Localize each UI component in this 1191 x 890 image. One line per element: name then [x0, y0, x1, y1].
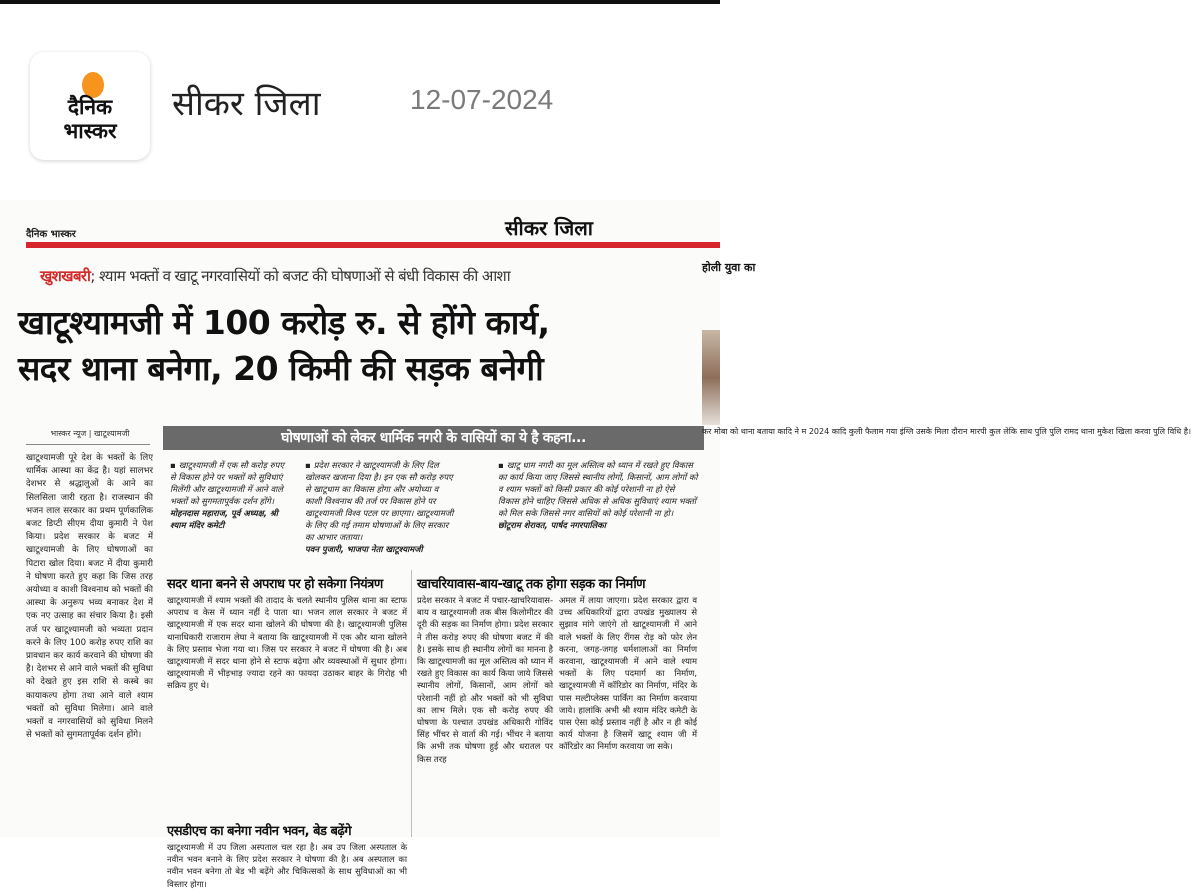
section-body-road-col2: अमल में लाया जाएगा। प्रदेश सरकार द्वारा व उच्च अधिकारियों द्वारा उपखंड मुख्यालय से सुझाव मांगे जाएंगे तो खाटूश्यामजी में आने वाले भक्तों के लिए रींगस रोड़ को फोर लेन करना, जगह-जगह धर्मशालाओं का निर्माण करवाना, खाटूश्यामजी में आने वाले श्याम भक्तों के लिए पदमार्ग का निर्माण, खाटूश्यामजी में कॉरिडोर का निर्माण, मंदिर के पास मल्टीप्लेक्स पार्किंग का निर्माण करवाया जाये। हालांकि अभी श्री श्याम मंदिर कमेटी के पास ऐसा कोई प्रस्ताव नहीं है और न ही कोई कार्य योजना है जिसमें खाटू श्याम जी में कॉरिडोर का निर्माण करवाया जा सके।	[559, 595, 697, 752]
section-body-hospital: खाटूश्यामजी में उप जिला अस्पताल चल रहा है। अब उप जिला अस्पताल के नवीन भवन बनाने के लिए प्रदेश सरकार ने घोषणा की है। अब अस्पताल का नवीन भवन बनेगा तो बेड भी बढ़ेंगे और चिकित्सकों के साथ सुविधाओं का भी विस्तार होगा।	[167, 842, 407, 889]
edition-date: 12-07-2024	[410, 84, 554, 115]
section-body-road-col1: प्रदेश सरकार ने बजट में पचार-खाचरियावास-बाय व खाटूश्यामजी तक बीस किलोमीटर की दूरी की सड़क का निर्माण होगा। प्रदेश सरकार ने तीस करोड़ रुपए की घोषणा बजट में की है। इसके साथ ही स्थानीय लोगों का मानना है कि खाटूश्यामजी का मूल अस्तित्व को ध्यान में रखते हुए विकास का कार्य किया जाये जिससे स्थानीय लोगों, किसानों, आम लोगों को परेशानी नहीं हो और भक्तों को भी सुविधा का लाभ मिले। एक सौ करोड़ रुपए की घोषणा के पश्चात उपखंड अधिकारी गोविंद सिंह भींचर से वार्ता की गई। भींचर ने बताया कि अभी तक घोषणा हुई और धरातल पर किस तरह	[417, 595, 553, 764]
quote-author: छोटूराम शेरावत, पार्षद नगरपालिका	[498, 520, 606, 530]
quote-text: खाटूश्यामजी में एक सौ करोड़ रुपए से विकास होने पर भक्तों को सुविधाएं मिलेंगी और खाटूश्यामजी में आने वाले भक्तों को सुगमतापूर्वक दर्शन होंगे।	[170, 460, 285, 506]
adjacent-article-heading: होली युवा का	[702, 261, 756, 274]
quote-author: पवन पुजारी, भाजपा नेता खाटूश्यामजी	[305, 544, 423, 554]
masthead-rule	[26, 242, 720, 248]
byline: भास्कर न्यूज | खाटूश्यामजी	[50, 429, 130, 438]
logo-line1: दैनिक	[67, 95, 113, 119]
quote-author: मोहनदास महाराज, पूर्व अध्यक्ष, श्री श्याम मंदिर कमेटी	[170, 508, 278, 530]
headline-line2: सदर थाना बनेगा, 20 किमी की सड़क बनेगी	[18, 349, 544, 388]
adjacent-article-photo	[702, 330, 720, 425]
headline	[18, 300, 678, 392]
quotes-banner: घोषणाओं को लेकर धार्मिक नगरी के वासियों का ये है कहना...	[163, 426, 704, 450]
bullet-icon: ▪	[498, 460, 504, 470]
quote-3	[498, 459, 698, 531]
app-header	[0, 4, 720, 200]
quote-text: खाटू धाम नगरी का मूल अस्तित्व को ध्यान में रखते हुए विकास का कार्य किया जाए जिससे स्थानीय लोगों, किसानों, आम लोगों को व श्याम भक्तों को किसी प्रकार की कोई परेशानी ना हो ऐसे विकास होने चाहिए जिससे अधिक से अधिक सुविधाएं श्याम भक्तों को मिल सके जिससे नगर वासियों को कोई परेशानी ना हो।	[498, 460, 698, 518]
quote-1	[170, 459, 290, 531]
masthead-section: सीकर जिला	[505, 216, 593, 240]
kicker-text: ; श्याम भक्तों व खाटू नगरवासियों को बजट की घोषणाओं से बंधी विकास की आशा	[90, 267, 511, 285]
masthead-brand: दैनिक भास्कर	[26, 229, 76, 240]
quote-text: प्रदेश सरकार ने खाटूश्यामजी के लिए दिल खोलकर खजाना दिया है। इन एक सौ करोड़ रुपए से खाटूधाम का विकास होगा और अयोध्या व काशी विश्वनाथ की तर्ज पर विकास होने पर खाटूश्यामजी विश्व पटल पर छाएगा। खाटूश्यामजी के लिए की गई तमाम घोषणाओं के लिए सरकार का आभार जताया।	[305, 460, 454, 542]
byline-rule	[26, 444, 150, 445]
section-title-road: खाचरियावास-बाय-खाटू तक होगा सड़क का निर्माण	[417, 577, 646, 592]
section-title-hospital: एसडीएच का बनेगा नवीन भवन, बेड बढ़ेंगे	[167, 824, 352, 839]
lead-article-body: खाटूश्यामजी पूरे देश के भक्तों के लिए धार्मिक आस्था का केंद्र है। यहां सालभर देशभर से श्रद्धालुओं के आने का सिलसिला जारी रहता है। राजस्थान की भजन लाल सरकार का प्रथम पूर्णकालिक बजट डिप्टी सीएम दीया कुमारी ने पेश किया। प्रदेश सरकार के बजट में खाटूश्यामजी के लिए घोषणाओं का पिटारा खोल दिया। बजट में दीया कुमारी ने घोषणा करते हुए कहा कि जिस तरह अयोध्या व काशी विश्वनाथ को भक्तों की आस्था के अनुरूप भव्य बनाकर देश में एक नए उत्साह का संचार किया है। इसी तर्ज पर खाटूश्यामजी को भव्यता प्रदान करने के लिए 100 करोड़ रुपए राशि का प्रावधान कर कार्य करवाने की घोषणा की है। देशभर से आने वाले भक्तों की सुविधा को देखते हुए इस राशि से कस्बे का कायाकल्प होगा तथा आने वाले श्याम भक्तों को सुविधा मिलेगा। आने वाले भक्तों व नगरवासियों को सुविधा मिलने से भक्तों को सुगमतापूर्वक दर्शन होंगे।	[26, 453, 153, 741]
kicker-tag: खुशखबरी	[40, 267, 91, 285]
section-title-police-station: सदर थाना बनने से अपराध पर हो सकेगा नियंत्रण	[167, 577, 383, 592]
dainik-bhaskar-logo[interactable]	[30, 52, 150, 160]
kicker	[40, 266, 510, 286]
newspaper-page	[0, 200, 1191, 889]
edition-title: सीकर जिला	[172, 84, 321, 124]
logo-line2: भास्कर	[63, 119, 117, 143]
bullet-icon: ▪	[305, 460, 311, 470]
section-body-police-station: खाटूश्यामजी में श्याम भक्तों की तादाद के चलते स्थानीय पुलिस थाना का स्टाफ अपराध व केस में ध्यान नहीं दे पाता था। भजन लाल सरकार ने बजट में खाटूश्यामजी में एक सदर थाना खोलने की घोषणा की है। खाटूश्यामजी पुलिस थानाधिकारी राजाराम लेघा ने बताया कि खाटूश्यामजी में एक और थाना खोलने के लिए प्रस्ताव भेजा गया था। जिस पर सरकार ने बजट में घोषणा की है। अब खाटूश्यामजी में सदर थाना होने से स्टाफ बढ़ेगा और व्यवस्थाओं में सुधार होगा। खाटूश्यामजी में भीड़भाड़ ज्यादा रहने का फायदा उठाकर बाहर के गिरोह भी सक्रिय हुए थे।	[167, 595, 407, 691]
headline-line1: खाटूश्यामजी में 100 करोड़ रु. से होंगे कार्य,	[18, 303, 550, 342]
bullet-icon: ▪	[170, 460, 176, 470]
column-divider	[411, 570, 412, 837]
adjacent-article-body: कर मोबा को थाना बताया कादि ने म 2024 कादि कुली फैलाम गया इंग्लि उसके मिला दौरान मारपी कुल लेकि साथ पुलि पुलि रामद थाना मुकेश खिला करवा पुलि विधि है।	[702, 427, 1191, 436]
quote-2	[305, 459, 455, 555]
